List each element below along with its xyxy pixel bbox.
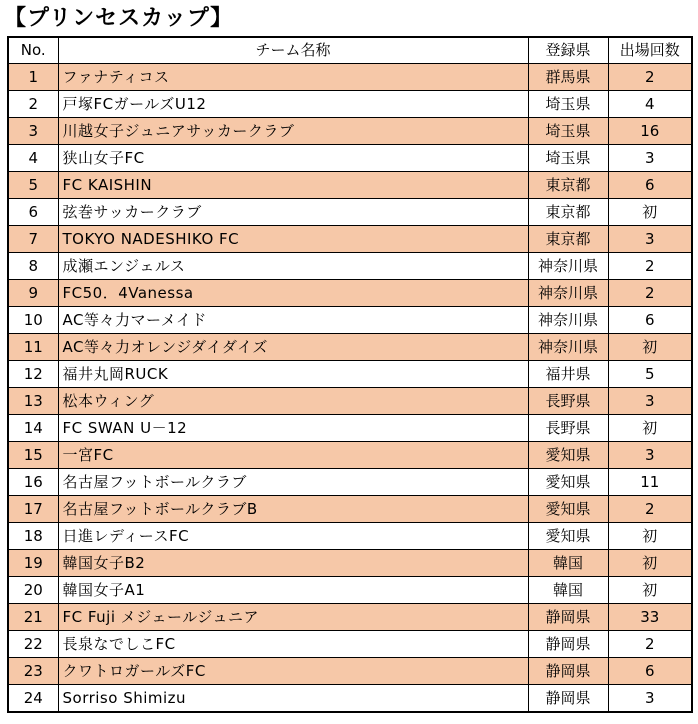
row-no: 17 bbox=[8, 496, 58, 523]
row-no: 10 bbox=[8, 307, 58, 334]
row-no: 7 bbox=[8, 226, 58, 253]
table-row bbox=[8, 415, 692, 442]
row-prefecture: 愛知県 bbox=[528, 496, 608, 523]
row-team-name: 福井丸岡RUCK bbox=[58, 361, 528, 388]
row-prefecture: 長野県 bbox=[528, 415, 608, 442]
row-prefecture: 静岡県 bbox=[528, 658, 608, 685]
row-team-name: 松本ウィング bbox=[58, 388, 528, 415]
row-no: 4 bbox=[8, 145, 58, 172]
row-appearances: 4 bbox=[608, 91, 692, 118]
header-no: No. bbox=[8, 37, 58, 64]
row-team-name: FC SWAN U－12 bbox=[58, 415, 528, 442]
row-no: 20 bbox=[8, 577, 58, 604]
row-no: 6 bbox=[8, 199, 58, 226]
row-team-name: 一宮FC bbox=[58, 442, 528, 469]
table-row bbox=[8, 442, 692, 469]
row-team-name: 名古屋フットボールクラブB bbox=[58, 496, 528, 523]
row-no: 16 bbox=[8, 469, 58, 496]
row-no: 2 bbox=[8, 91, 58, 118]
row-appearances: 3 bbox=[608, 145, 692, 172]
row-team-name: 日進レディースFC bbox=[58, 523, 528, 550]
table-row bbox=[8, 496, 692, 523]
row-appearances: 6 bbox=[608, 658, 692, 685]
row-no: 21 bbox=[8, 604, 58, 631]
row-appearances: 初 bbox=[608, 523, 692, 550]
row-prefecture: 長野県 bbox=[528, 388, 608, 415]
row-prefecture: 埼玉県 bbox=[528, 91, 608, 118]
row-no: 3 bbox=[8, 118, 58, 145]
row-team-name: FC KAISHIN bbox=[58, 172, 528, 199]
row-prefecture: 東京都 bbox=[528, 172, 608, 199]
row-team-name: 名古屋フットボールクラブ bbox=[58, 469, 528, 496]
row-no: 5 bbox=[8, 172, 58, 199]
row-team-name: ファナティコス bbox=[58, 64, 528, 91]
table-row bbox=[8, 334, 692, 361]
row-appearances: 2 bbox=[608, 253, 692, 280]
table-row bbox=[8, 91, 692, 118]
row-team-name: 韓国女子B2 bbox=[58, 550, 528, 577]
table-row bbox=[8, 685, 692, 713]
row-appearances: 6 bbox=[608, 307, 692, 334]
row-no: 19 bbox=[8, 550, 58, 577]
row-appearances: 初 bbox=[608, 334, 692, 361]
row-prefecture: 福井県 bbox=[528, 361, 608, 388]
row-no: 12 bbox=[8, 361, 58, 388]
row-prefecture: 東京都 bbox=[528, 226, 608, 253]
row-prefecture: 韓国 bbox=[528, 550, 608, 577]
row-no: 9 bbox=[8, 280, 58, 307]
row-prefecture: 愛知県 bbox=[528, 442, 608, 469]
row-appearances: 3 bbox=[608, 226, 692, 253]
row-no: 14 bbox=[8, 415, 58, 442]
row-appearances: 3 bbox=[608, 388, 692, 415]
row-appearances: 2 bbox=[608, 496, 692, 523]
row-appearances: 2 bbox=[608, 631, 692, 658]
page-title: 【プリンセスカップ】 bbox=[4, 6, 234, 31]
table-row bbox=[8, 280, 692, 307]
row-no: 15 bbox=[8, 442, 58, 469]
row-appearances: 初 bbox=[608, 199, 692, 226]
row-team-name: 韓国女子A1 bbox=[58, 577, 528, 604]
row-appearances: 2 bbox=[608, 64, 692, 91]
row-appearances: 33 bbox=[608, 604, 692, 631]
header-team-name: チーム名称 bbox=[58, 37, 528, 64]
row-prefecture: 神奈川県 bbox=[528, 334, 608, 361]
header-appearances: 出場回数 bbox=[608, 37, 692, 64]
row-prefecture: 静岡県 bbox=[528, 685, 608, 713]
row-no: 23 bbox=[8, 658, 58, 685]
row-appearances: 2 bbox=[608, 280, 692, 307]
row-prefecture: 神奈川県 bbox=[528, 280, 608, 307]
row-no: 13 bbox=[8, 388, 58, 415]
row-prefecture: 埼玉県 bbox=[528, 118, 608, 145]
row-team-name: AC等々力マーメイド bbox=[58, 307, 528, 334]
row-team-name: 川越女子ジュニアサッカークラブ bbox=[58, 118, 528, 145]
table-body bbox=[8, 64, 692, 713]
row-prefecture: 群馬県 bbox=[528, 64, 608, 91]
row-no: 24 bbox=[8, 685, 58, 713]
row-prefecture: 神奈川県 bbox=[528, 253, 608, 280]
table-row bbox=[8, 658, 692, 685]
row-team-name: 長泉なでしこFC bbox=[58, 631, 528, 658]
row-appearances: 初 bbox=[608, 550, 692, 577]
row-prefecture: 愛知県 bbox=[528, 469, 608, 496]
row-appearances: 11 bbox=[608, 469, 692, 496]
row-prefecture: 韓国 bbox=[528, 577, 608, 604]
table-row bbox=[8, 64, 692, 91]
row-no: 22 bbox=[8, 631, 58, 658]
header-prefecture: 登録県 bbox=[528, 37, 608, 64]
row-team-name: AC等々力オレンジダイダイズ bbox=[58, 334, 528, 361]
table-row bbox=[8, 523, 692, 550]
row-appearances: 3 bbox=[608, 442, 692, 469]
row-team-name: FC Fuji メジェールジュニア bbox=[58, 604, 528, 631]
row-team-name: クワトロガールズFC bbox=[58, 658, 528, 685]
table-row bbox=[8, 604, 692, 631]
table-row bbox=[8, 361, 692, 388]
row-prefecture: 東京都 bbox=[528, 199, 608, 226]
row-team-name: 戸塚FCガールズU12 bbox=[58, 91, 528, 118]
row-team-name: 弦巻サッカークラブ bbox=[58, 199, 528, 226]
row-no: 8 bbox=[8, 253, 58, 280]
row-no: 18 bbox=[8, 523, 58, 550]
row-prefecture: 埼玉県 bbox=[528, 145, 608, 172]
row-no: 1 bbox=[8, 64, 58, 91]
row-prefecture: 静岡県 bbox=[528, 604, 608, 631]
row-team-name: FC50．4Vanessa bbox=[58, 280, 528, 307]
table-row bbox=[8, 118, 692, 145]
row-prefecture: 静岡県 bbox=[528, 631, 608, 658]
table-row bbox=[8, 253, 692, 280]
team-table bbox=[7, 36, 693, 713]
table-row bbox=[8, 388, 692, 415]
row-team-name: Sorriso Shimizu bbox=[58, 685, 528, 713]
row-appearances: 3 bbox=[608, 685, 692, 713]
row-appearances: 6 bbox=[608, 172, 692, 199]
row-prefecture: 愛知県 bbox=[528, 523, 608, 550]
row-appearances: 初 bbox=[608, 415, 692, 442]
table-row bbox=[8, 307, 692, 334]
table-row bbox=[8, 631, 692, 658]
row-no: 11 bbox=[8, 334, 58, 361]
row-prefecture: 神奈川県 bbox=[528, 307, 608, 334]
row-appearances: 16 bbox=[608, 118, 692, 145]
row-team-name: 成瀬エンジェルス bbox=[58, 253, 528, 280]
table-row bbox=[8, 226, 692, 253]
table-row bbox=[8, 145, 692, 172]
table-row bbox=[8, 199, 692, 226]
row-appearances: 初 bbox=[608, 577, 692, 604]
row-appearances: 5 bbox=[608, 361, 692, 388]
table-row bbox=[8, 469, 692, 496]
table-row bbox=[8, 577, 692, 604]
table-header-row bbox=[8, 37, 692, 64]
table-row bbox=[8, 172, 692, 199]
row-team-name: TOKYO NADESHIKO FC bbox=[58, 226, 528, 253]
row-team-name: 狭山女子FC bbox=[58, 145, 528, 172]
table-row bbox=[8, 550, 692, 577]
